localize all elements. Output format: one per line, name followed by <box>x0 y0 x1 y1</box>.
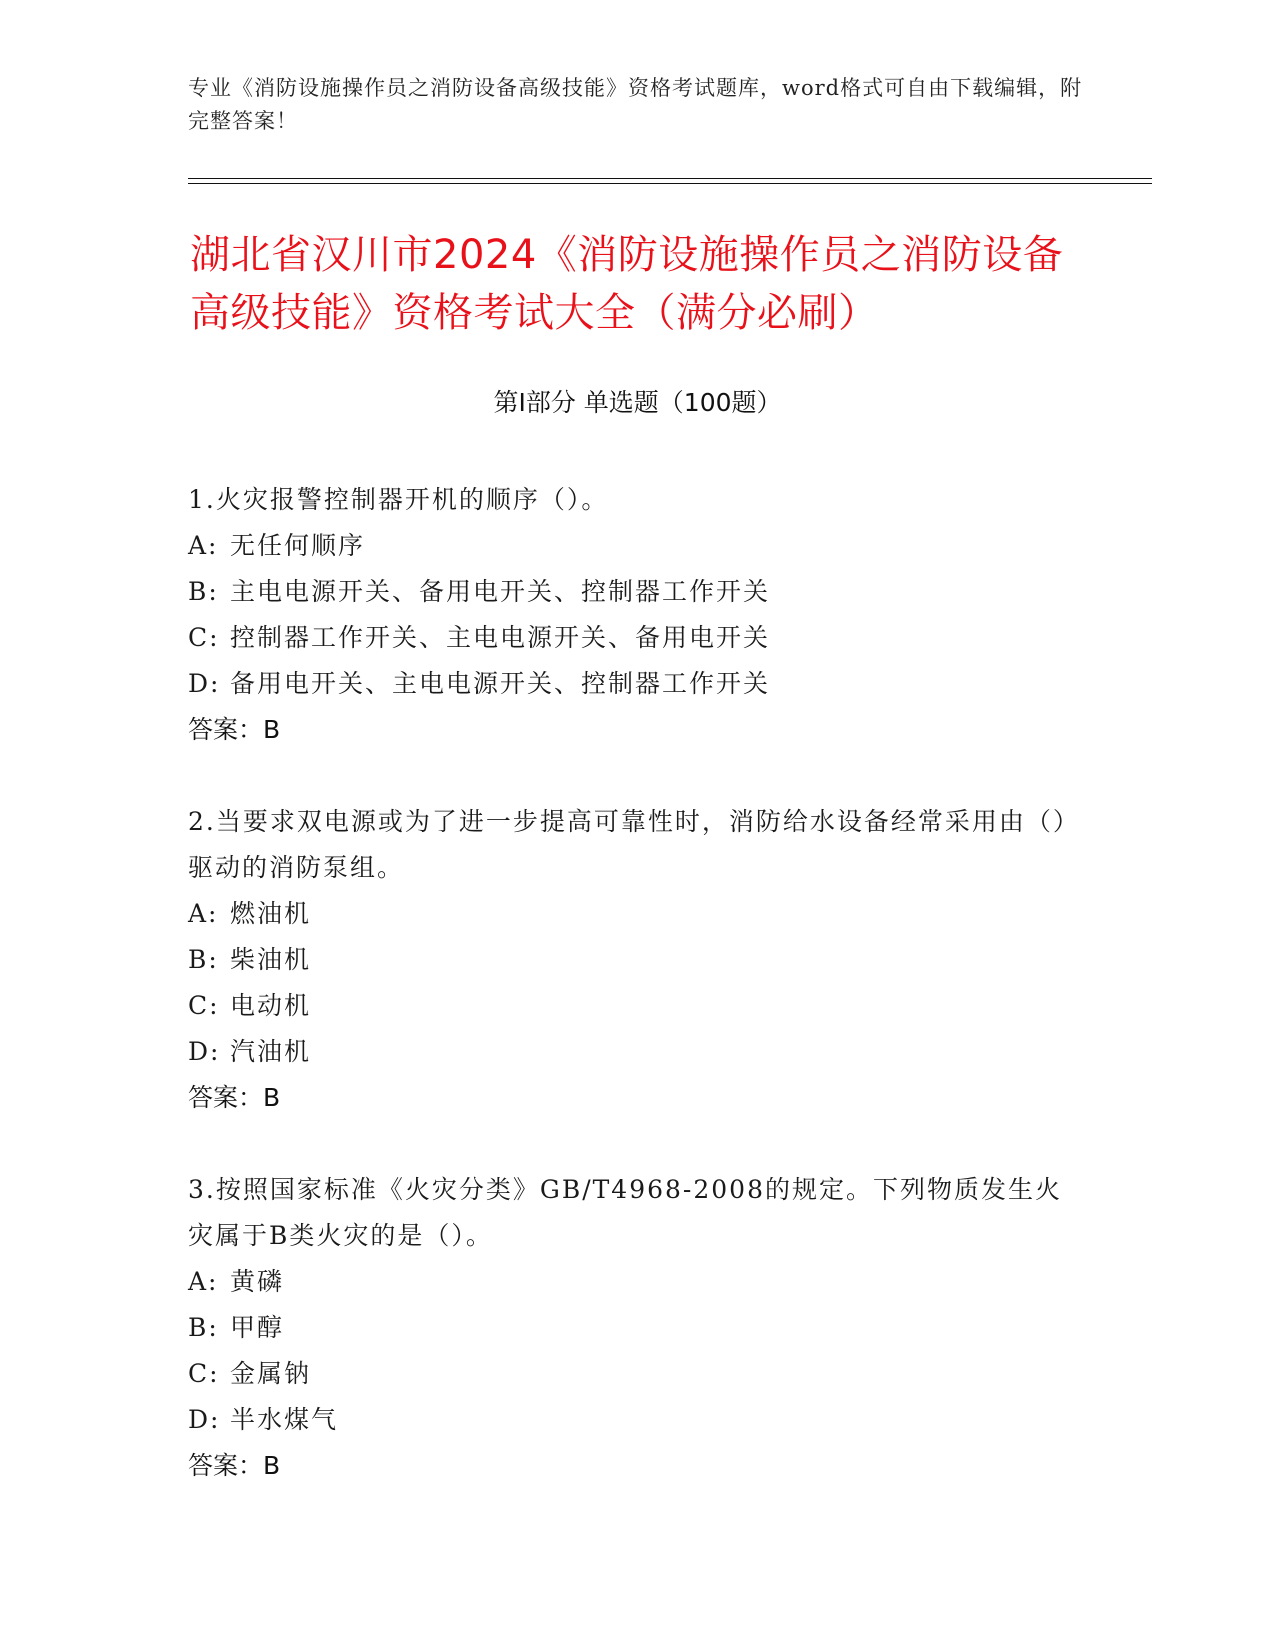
question-3 <box>188 1167 1088 1489</box>
option-text: 黄磷 <box>230 1267 285 1296</box>
option-key: B: <box>188 1313 219 1342</box>
option-c <box>188 983 1088 1029</box>
question-text: 3.按照国家标准《火灾分类》GB/T4968-2008的规定。下列物质发生火灾属于B类火灾的是（）。 <box>188 1175 1062 1250</box>
option-c <box>188 615 1088 661</box>
question-list <box>188 477 1088 1535</box>
option-a <box>188 523 1088 569</box>
option-a <box>188 1259 1088 1305</box>
option-key: D: <box>188 1405 221 1434</box>
question-2 <box>188 799 1088 1121</box>
option-key: A: <box>188 899 219 928</box>
answer: 答案：B <box>188 1083 281 1112</box>
option-text: 备用电开关、主电电源开关、控制器工作开关 <box>230 669 771 698</box>
option-key: D: <box>188 1037 221 1066</box>
option-key: D: <box>188 669 221 698</box>
option-key: A: <box>188 1267 219 1296</box>
answer: 答案：B <box>188 715 281 744</box>
option-c <box>188 1351 1088 1397</box>
option-key: B: <box>188 577 219 606</box>
option-text: 燃油机 <box>230 899 312 928</box>
option-key: C: <box>188 1359 220 1388</box>
option-text: 主电电源开关、备用电开关、控制器工作开关 <box>230 577 771 606</box>
option-b <box>188 1305 1088 1351</box>
header-rule-top <box>188 178 1152 179</box>
option-d <box>188 1029 1088 1075</box>
option-key: B: <box>188 945 219 974</box>
option-text: 汽油机 <box>230 1037 312 1066</box>
option-b <box>188 937 1088 983</box>
section-title: 第I部分 单选题（100题） <box>493 388 782 417</box>
option-text: 柴油机 <box>230 945 312 974</box>
option-text: 控制器工作开关、主电电源开关、备用电开关 <box>230 623 771 652</box>
question-1 <box>188 477 1088 753</box>
option-d <box>188 661 1088 707</box>
option-text: 金属钠 <box>230 1359 312 1388</box>
header-note: 专业《消防设施操作员之消防设备高级技能》资格考试题库，word格式可自由下载编辑，附完整答案！ <box>188 76 1083 133</box>
header-rule-bottom <box>188 183 1152 184</box>
option-b <box>188 569 1088 615</box>
option-key: A: <box>188 531 219 560</box>
option-d <box>188 1397 1088 1443</box>
option-text: 甲醇 <box>230 1313 285 1342</box>
option-key: C: <box>188 991 220 1020</box>
option-text: 半水煤气 <box>230 1405 339 1434</box>
answer: 答案：B <box>188 1451 281 1480</box>
question-text: 1.火灾报警控制器开机的顺序（）。 <box>188 485 609 514</box>
option-text: 电动机 <box>230 991 312 1020</box>
option-a <box>188 891 1088 937</box>
question-text: 2.当要求双电源或为了进一步提高可靠性时，消防给水设备经常采用由（）驱动的消防泵组。 <box>188 807 1080 882</box>
option-text: 无任何顺序 <box>230 531 366 560</box>
option-key: C: <box>188 623 220 652</box>
document-title: 湖北省汉川市2024《消防设施操作员之消防设备高级技能》资格考试大全（满分必刷） <box>190 232 1064 336</box>
